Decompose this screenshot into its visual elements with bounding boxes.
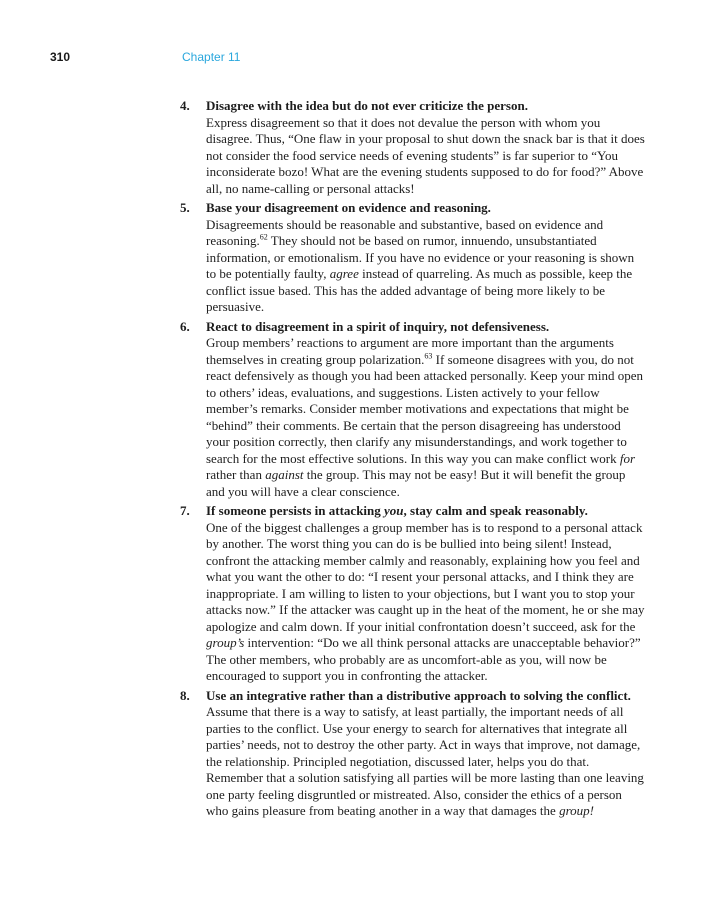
- page-number: 310: [50, 50, 71, 64]
- item-heading: Use an integrative rather than a distributive approach to solving the conflict.: [206, 687, 631, 703]
- heading-run: , stay calm and speak reasonably.: [403, 503, 588, 518]
- text-run: instead of quarreling. As much as possible, keep the conflict issue based. This has the added advantage of being more likely to be persuasive.: [206, 266, 633, 314]
- item-number: 8.: [180, 687, 190, 703]
- page-header: [50, 50, 650, 68]
- item-number: 5.: [180, 200, 190, 215]
- text-run: One of the biggest challenges a group member has is to respond to a personal attack by another. The worst thing you can do is be bullied into being silent! Instead, confront the attacking member calmly and reasonably, explaining how you feel and what you want the other to do: “I resent your personal attacks, and I think they are inappropriate. I am willing to listen to your objections, but I want you to stop your attacks now.” If the attacker was caught up in the heat of the moment, he or she may apologize and calm down. If your initial confrontation doesn’t succeed, ask for the: [206, 519, 645, 634]
- item-number: 6.: [180, 318, 190, 334]
- list-item: [180, 200, 646, 316]
- emphasis: agree: [329, 266, 359, 281]
- item-text: [206, 335, 646, 500]
- list-item: [180, 98, 646, 197]
- heading-run: If someone persists in attacking: [206, 503, 385, 518]
- text-run: intervention: “Do we all think personal attacks are unacceptable behavior?” The other members, who probably are as uncomfort-able as you, will now be encouraged to support you in confronting the attacker.: [206, 635, 641, 683]
- item-number: 7.: [180, 503, 190, 518]
- text-run: rather than: [206, 467, 266, 482]
- emphasis: for: [619, 450, 636, 466]
- item-heading: Disagree with the idea but do not ever criticize the person.: [206, 98, 528, 113]
- item-text: [206, 520, 646, 685]
- footnote-ref: 62: [259, 232, 268, 242]
- text-run: Disagreements should be reasonable and substantive, based on evidence and reasoning.: [206, 216, 604, 248]
- text-run: the group. This may not be easy! But it will benefit the group and you will have a clear conscience.: [206, 467, 626, 499]
- guideline-list: [180, 98, 646, 823]
- item-heading: Base your disagreement on evidence and reasoning.: [206, 200, 491, 215]
- item-text: Express disagreement so that it does not devalue the person with whom you disagree. Thus, “One flaw in your proposal to shut down the snack bar is that it does not consider the food service needs of evening students” is far superior to “You inconsiderate bozo! What are the evening students supposed to do for food?” Above all, no name-calling or personal attacks!: [206, 114, 645, 196]
- text-run: They should not be based on rumor, innuendo, unsubstantiated information, or emotionalism. If you have no evidence or your reasoning is shown to be potentially faulty,: [206, 233, 635, 281]
- text-run: Group members’ reactions to argument are more important than the arguments themselves in creating group polarization.: [206, 335, 614, 367]
- item-text: [206, 217, 646, 316]
- item-text: [206, 704, 646, 820]
- item-number: 4.: [180, 98, 190, 113]
- item-heading: [206, 503, 646, 520]
- emphasis: you: [384, 503, 404, 518]
- footnote-ref: 63: [424, 351, 433, 361]
- text-run: If someone disagrees with you, do not react defensively as though you had been attacked personally. Keep your mind open to others’ ideas, evaluations, and suggestions. Listen actively to your fellow member’s remarks. Consider member motivations and expectations that might be “behind” their comments. Be certain that the person disagreeing has understood your position correctly, then clarify any misunderstandings, and work together to search for the most effective solutions. In this way you can make conflict work: [206, 351, 644, 466]
- text-run: Assume that there is a way to satisfy, at least partially, the important needs of all parties to the conflict. Use your energy to search for alternatives that integrate all parties’ needs, not to destroy the other party. Act in ways that improve, not damage, the relationship. Principled negotiation, discussed later, helps you do that. Remember that a solution satisfying all parties will be more lasting than one leaving one party feeling disgruntled or mistreated. Also, consider the ethics of a person who gains pleasure from beating another in a way that damages the: [206, 704, 644, 818]
- item-heading: React to disagreement in a spirit of inquiry, not defensiveness.: [206, 318, 550, 334]
- list-item: [180, 319, 646, 501]
- chapter-label: Chapter 11: [182, 50, 241, 64]
- list-item: [180, 503, 646, 685]
- emphasis: group!: [559, 803, 594, 818]
- list-item: [180, 688, 646, 820]
- emphasis: against: [265, 467, 304, 482]
- emphasis: group’s: [206, 635, 245, 650]
